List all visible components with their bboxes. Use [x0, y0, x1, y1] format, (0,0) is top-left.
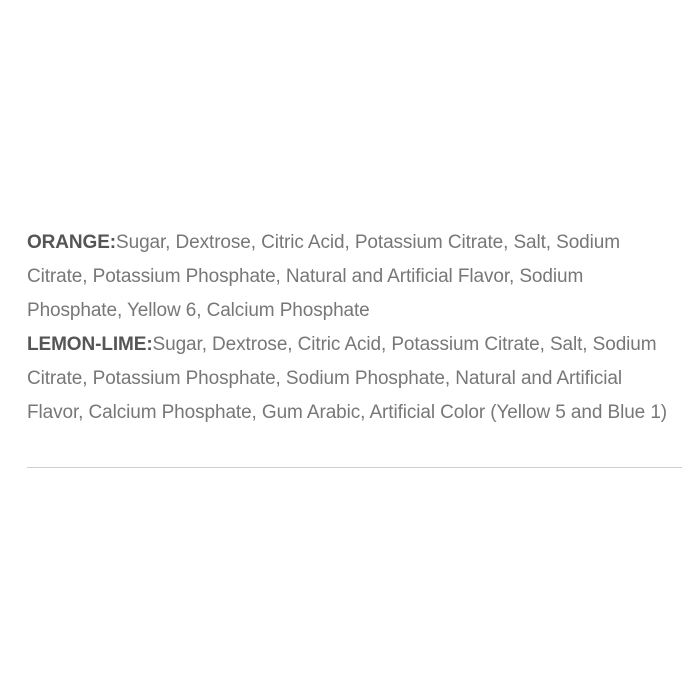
- ingredients-orange: [27, 226, 682, 328]
- ingredients-text-lemon-lime: Sugar, Dextrose, Citric Acid, Potassium Citrate, Salt, Sodium Citrate, Potassium Phosphate, Sodium Phosphate, Natural and Artificial Flavor, Calcium Phosphate, Gum Arabic, Artificial Color (Yellow 5 and Blue 1): [27, 334, 668, 423]
- ingredients-lemon-lime: [27, 328, 682, 430]
- section-divider: [27, 467, 682, 468]
- ingredients-text-orange: Sugar, Dextrose, Citric Acid, Potassium Citrate, Salt, Sodium Citrate, Potassium Phosphate, Natural and Artificial Flavor, Sodium Phosphate, Yellow 6, Calcium Phosphate: [27, 232, 620, 321]
- flavor-label-orange: ORANGE:: [27, 232, 117, 253]
- flavor-label-lemon-lime: LEMON-LIME:: [27, 334, 153, 355]
- ingredients-section: [27, 226, 682, 430]
